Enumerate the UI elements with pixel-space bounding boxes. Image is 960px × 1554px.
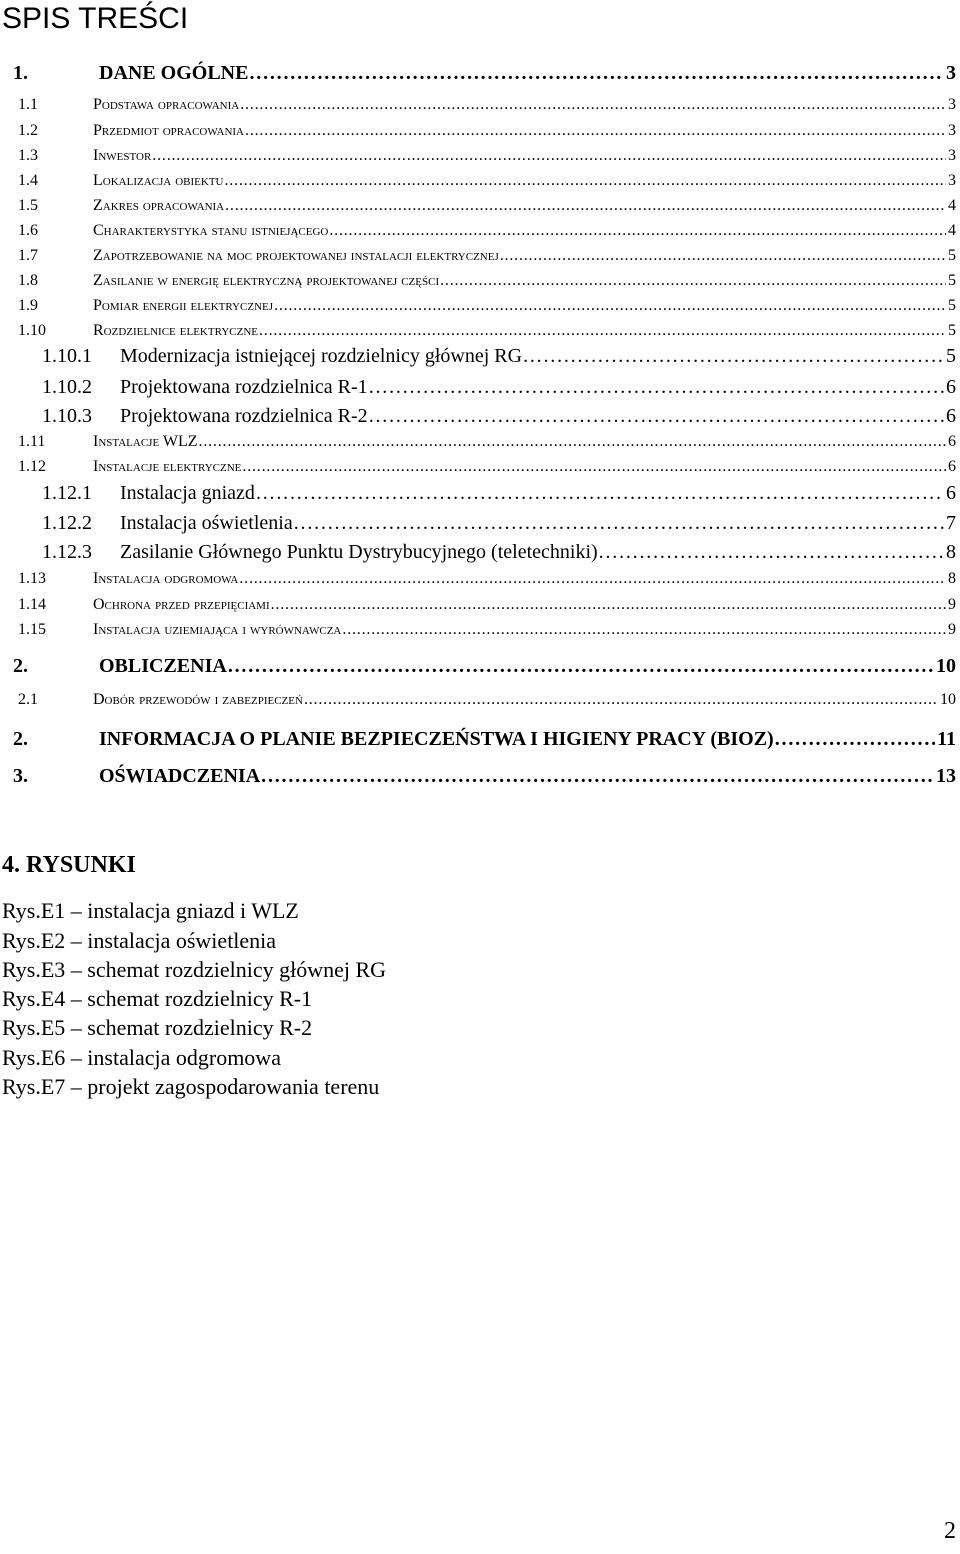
toc-entry-label: OŚWIADCZENIA <box>99 765 261 787</box>
toc-entry-number: 2.1 <box>18 691 38 708</box>
toc-entry[interactable] <box>0 765 960 788</box>
toc-entry-number: 1.12 <box>18 458 46 475</box>
toc-entry[interactable] <box>0 96 960 114</box>
toc-leader-dots <box>304 691 938 709</box>
toc-entry-label: Instalacje WLZ <box>93 433 198 450</box>
toc-leader-dots <box>225 197 946 215</box>
toc-entry-page: 8 <box>946 541 956 563</box>
toc-entry[interactable] <box>0 147 960 165</box>
drawing-list-item: Rys.E1 – instalacja gniazd i WLZ <box>2 898 299 923</box>
toc-entry-page: 5 <box>948 272 956 289</box>
toc-entry-number: 1.12.3 <box>42 541 92 563</box>
toc-entry[interactable] <box>0 62 960 85</box>
toc-entry-label: Projektowana rozdzielnica R-2 <box>120 405 368 427</box>
toc-entry-page: 9 <box>948 621 956 638</box>
toc-entry-label: Zapotrzebowanie na moc projektowanej instalacji elektrycznej <box>93 247 499 264</box>
toc-entry-page: 10 <box>936 655 956 677</box>
toc-leader-dots <box>239 570 946 588</box>
toc-entry-page: 5 <box>946 345 956 367</box>
toc-leader-dots <box>523 345 944 368</box>
toc-entry-page: 11 <box>937 728 956 750</box>
toc-entry-page: 7 <box>946 512 956 534</box>
toc-entry-page: 9 <box>948 596 956 613</box>
toc-entry[interactable] <box>0 247 960 265</box>
toc-entry[interactable] <box>0 297 960 315</box>
toc-entry-number: 1.12.2 <box>42 512 92 534</box>
toc-entry-label: Instalacja uziemiająca i wyrównawcza <box>93 621 342 638</box>
toc-entry[interactable] <box>0 728 960 751</box>
toc-entry[interactable] <box>0 570 960 588</box>
drawing-list-item: Rys.E5 – schemat rozdzielnicy R-2 <box>2 1015 313 1040</box>
toc-entry-label: Instalacja odgromowa <box>93 570 239 587</box>
toc-leader-dots <box>599 541 944 564</box>
toc-entry[interactable] <box>0 691 960 709</box>
toc-entry-number: 1.10.1 <box>42 345 92 367</box>
toc-entry-page: 13 <box>936 765 956 787</box>
toc-entry-label: OBLICZENIA <box>99 655 227 677</box>
drawing-list-item: Rys.E4 – schemat rozdzielnicy R-1 <box>2 986 313 1011</box>
toc-entry-page: 10 <box>940 691 956 708</box>
toc-entry-number: 1. <box>13 62 28 84</box>
toc-entry[interactable] <box>0 596 960 614</box>
toc-entry-page: 5 <box>948 247 956 264</box>
toc-entry-number: 1.10.2 <box>42 376 92 398</box>
toc-entry-page: 3 <box>948 96 956 113</box>
toc-entry-label: Instalacja oświetlenia <box>120 512 293 534</box>
toc-entry-label: INFORMACJA O PLANIE BEZPIECZEŃSTWA I HIGIENY PRACY (BIOZ) <box>99 728 774 750</box>
toc-entry[interactable] <box>0 621 960 639</box>
toc-leader-dots <box>261 765 934 788</box>
toc-entry[interactable] <box>0 345 960 368</box>
toc-leader-dots <box>249 62 944 85</box>
toc-leader-dots <box>369 376 944 399</box>
toc-entry-number: 1.10.3 <box>42 405 92 427</box>
toc-entry-number: 1.5 <box>18 197 38 214</box>
toc-entry-label: Zasilanie w energię elektryczną projektowanej części <box>93 272 440 289</box>
drawing-list-item: Rys.E6 – instalacja odgromowa <box>2 1045 281 1070</box>
toc-leader-dots <box>242 458 946 476</box>
toc-entry-label: Inwestor <box>93 147 152 164</box>
toc-entry-number: 2. <box>13 728 28 750</box>
toc-leader-dots <box>500 247 946 265</box>
toc-entry-label: Zakres opracowania <box>93 197 225 214</box>
toc-entry-page: 8 <box>948 570 956 587</box>
toc-leader-dots <box>274 297 946 315</box>
toc-entry-label: Rozdzielnice elektryczne <box>93 322 258 339</box>
toc-entry-number: 1.10 <box>18 322 46 339</box>
page-title: SPIS TREŚCI <box>2 2 189 35</box>
toc-leader-dots <box>775 728 935 751</box>
toc-entry[interactable] <box>0 272 960 290</box>
toc-entry-number: 1.9 <box>18 297 38 314</box>
drawing-list-item: Rys.E3 – schemat rozdzielnicy głównej RG <box>2 957 387 982</box>
toc-entry-label: Instalacja gniazd <box>120 482 255 504</box>
toc-entry-number: 1.2 <box>18 122 38 139</box>
toc-entry-page: 5 <box>948 297 956 314</box>
toc-leader-dots <box>240 96 946 114</box>
toc-entry-label: Projektowana rozdzielnica R-1 <box>120 376 368 398</box>
toc-leader-dots <box>294 512 944 535</box>
toc-entry[interactable] <box>0 458 960 476</box>
toc-entry-page: 3 <box>946 62 956 84</box>
toc-entry[interactable] <box>0 433 960 451</box>
toc-entry-page: 6 <box>948 458 956 475</box>
toc-entry[interactable] <box>0 405 960 428</box>
toc-entry-number: 1.4 <box>18 172 38 189</box>
toc-entry-number: 1.14 <box>18 596 46 613</box>
toc-entry-label: Lokalizacja obiektu <box>93 172 224 189</box>
toc-entry[interactable] <box>0 655 960 678</box>
toc-entry-page: 6 <box>946 405 956 427</box>
toc-entry-page: 6 <box>946 376 956 398</box>
toc-entry-page: 3 <box>948 147 956 164</box>
toc-entry-number: 3. <box>13 765 28 787</box>
toc-entry-label: Modernizacja istniejącej rozdzielnicy głównej RG <box>120 345 523 367</box>
toc-entry-label: DANE OGÓLNE <box>99 62 249 84</box>
toc-entry-number: 2. <box>13 655 28 677</box>
toc-entry-label: Instalacje elektryczne <box>93 458 242 475</box>
toc-entry-label: Zasilanie Głównego Punktu Dystrybucyjnego (teletechniki) <box>120 541 598 563</box>
toc-entry-number: 1.15 <box>18 621 46 638</box>
toc-leader-dots <box>245 122 946 140</box>
toc-entry-number: 1.7 <box>18 247 38 264</box>
toc-leader-dots <box>199 433 946 451</box>
toc-entry[interactable] <box>0 541 960 564</box>
toc-leader-dots <box>271 596 946 614</box>
toc-entry[interactable] <box>0 122 960 140</box>
drawing-list-item: Rys.E2 – instalacja oświetlenia <box>2 928 277 953</box>
toc-entry-label: Ochrona przed przepięciami <box>93 596 270 613</box>
toc-leader-dots <box>259 322 946 340</box>
toc-entry-page: 4 <box>948 197 956 214</box>
toc-entry-number: 1.12.1 <box>42 482 92 504</box>
toc-entry-page: 5 <box>948 322 956 339</box>
toc-leader-dots <box>256 482 944 505</box>
toc-entry[interactable] <box>0 172 960 190</box>
toc-entry-number: 1.11 <box>18 433 46 450</box>
toc-entry-number: 1.3 <box>18 147 38 164</box>
toc-entry[interactable] <box>0 512 960 535</box>
toc-entry-label: Podstawa opracowania <box>93 96 240 113</box>
toc-entry[interactable] <box>0 322 960 340</box>
toc-leader-dots <box>152 147 946 165</box>
toc-entry-page: 3 <box>948 172 956 189</box>
toc-entry-label: Charakterystyka stanu istniejącego <box>93 222 329 239</box>
toc-leader-dots <box>329 222 946 240</box>
toc-entry-page: 3 <box>948 122 956 139</box>
toc-entry-number: 1.6 <box>18 222 38 239</box>
toc-entry-number: 1.1 <box>18 96 38 113</box>
toc-leader-dots <box>440 272 946 290</box>
toc-entry[interactable] <box>0 376 960 399</box>
toc-entry-label: Przedmiot opracowania <box>93 122 245 139</box>
toc-leader-dots <box>369 405 944 428</box>
toc-entry[interactable] <box>0 222 960 240</box>
toc-entry-page: 6 <box>946 482 956 504</box>
toc-leader-dots <box>224 172 946 190</box>
drawings-heading: 4. RYSUNKI <box>2 852 136 878</box>
toc-entry-page: 4 <box>948 222 956 239</box>
toc-entry-number: 1.13 <box>18 570 46 587</box>
toc-entry-page: 6 <box>948 433 956 450</box>
toc-entry-number: 1.8 <box>18 272 38 289</box>
page-number: 2 <box>944 1518 956 1544</box>
toc-entry-label: Pomiar energii elektrycznej <box>93 297 274 314</box>
drawing-list-item: Rys.E7 – projekt zagospodarowania terenu <box>2 1074 380 1099</box>
toc-entry-label: Dobór przewodów i zabezpieczeń <box>93 691 303 708</box>
toc-entry[interactable] <box>0 482 960 505</box>
toc-leader-dots <box>228 655 934 678</box>
toc-leader-dots <box>342 621 946 639</box>
toc-entry[interactable] <box>0 197 960 215</box>
